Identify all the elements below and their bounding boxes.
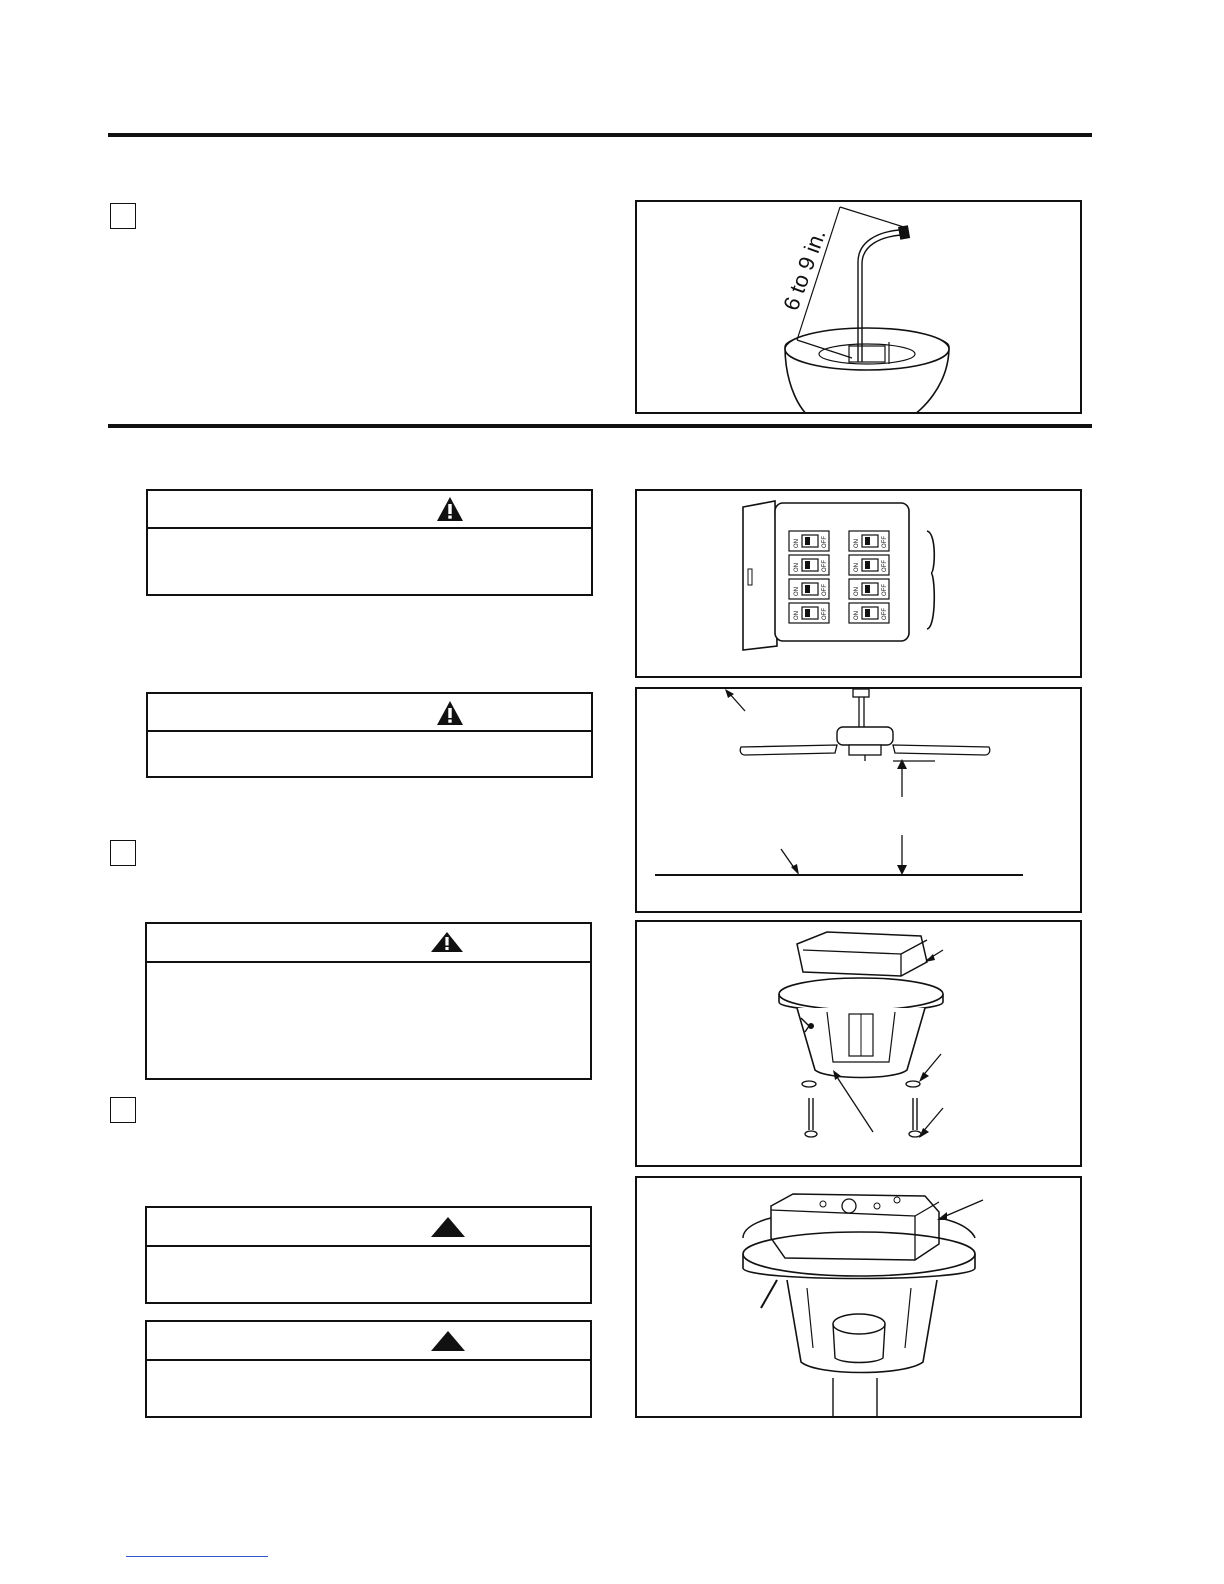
warning-header bbox=[147, 1208, 590, 1247]
figure-fan-height bbox=[635, 687, 1082, 913]
figure-bracket-screws bbox=[635, 920, 1082, 1167]
solid-triangle-icon bbox=[430, 1216, 466, 1238]
warning-header bbox=[147, 924, 590, 963]
solid-triangle-icon bbox=[430, 1330, 466, 1352]
warning-triangle-icon bbox=[436, 700, 464, 726]
warning-triangle-icon bbox=[436, 496, 464, 522]
breaker-switch bbox=[789, 579, 829, 599]
breaker-label: ON bbox=[794, 539, 800, 548]
footer-link-underline[interactable] bbox=[126, 1556, 268, 1557]
warning-header bbox=[147, 1322, 590, 1361]
breaker-label: OFF bbox=[882, 608, 888, 620]
warning-box-4 bbox=[145, 1206, 592, 1304]
warning-triangle-icon bbox=[430, 931, 464, 953]
breaker-label: OFF bbox=[882, 560, 888, 572]
warning-header bbox=[148, 694, 591, 732]
breaker-label: OFF bbox=[882, 536, 888, 548]
warning-box-5 bbox=[145, 1320, 592, 1418]
breaker-switch bbox=[789, 531, 829, 551]
breaker-switch bbox=[849, 603, 889, 623]
breaker-label: ON bbox=[854, 587, 860, 596]
breaker-label: OFF bbox=[882, 584, 888, 596]
breaker-label: OFF bbox=[822, 608, 828, 620]
warning-box-2 bbox=[146, 692, 593, 778]
breaker-label: OFF bbox=[822, 560, 828, 572]
figure-breaker-panel bbox=[635, 489, 1082, 678]
breaker-label: ON bbox=[794, 611, 800, 620]
breaker-switch bbox=[789, 555, 829, 575]
breaker-label: ON bbox=[854, 563, 860, 572]
breaker-label: OFF bbox=[822, 584, 828, 596]
breaker-label: ON bbox=[854, 611, 860, 620]
breaker-label: ON bbox=[854, 539, 860, 548]
warning-box-3 bbox=[145, 922, 592, 1080]
top-rule bbox=[108, 133, 1092, 137]
breaker-switch bbox=[789, 603, 829, 623]
figure-mounted-assembly bbox=[635, 1176, 1082, 1418]
breaker-switch bbox=[849, 555, 889, 575]
step-checkbox-2[interactable] bbox=[110, 840, 136, 866]
section-rule bbox=[108, 424, 1092, 428]
wire-length-label: 6 to 9 in. bbox=[778, 225, 831, 314]
step-checkbox-1[interactable] bbox=[110, 203, 136, 229]
breaker-switch bbox=[849, 531, 889, 551]
warning-box-1 bbox=[146, 489, 593, 596]
breaker-label: ON bbox=[794, 587, 800, 596]
warning-header bbox=[148, 491, 591, 529]
breaker-label: ON bbox=[794, 563, 800, 572]
step-checkbox-3[interactable] bbox=[110, 1097, 136, 1123]
figure-outlet-box-wires bbox=[635, 200, 1082, 414]
breaker-label: OFF bbox=[822, 536, 828, 548]
breaker-switch bbox=[849, 579, 889, 599]
